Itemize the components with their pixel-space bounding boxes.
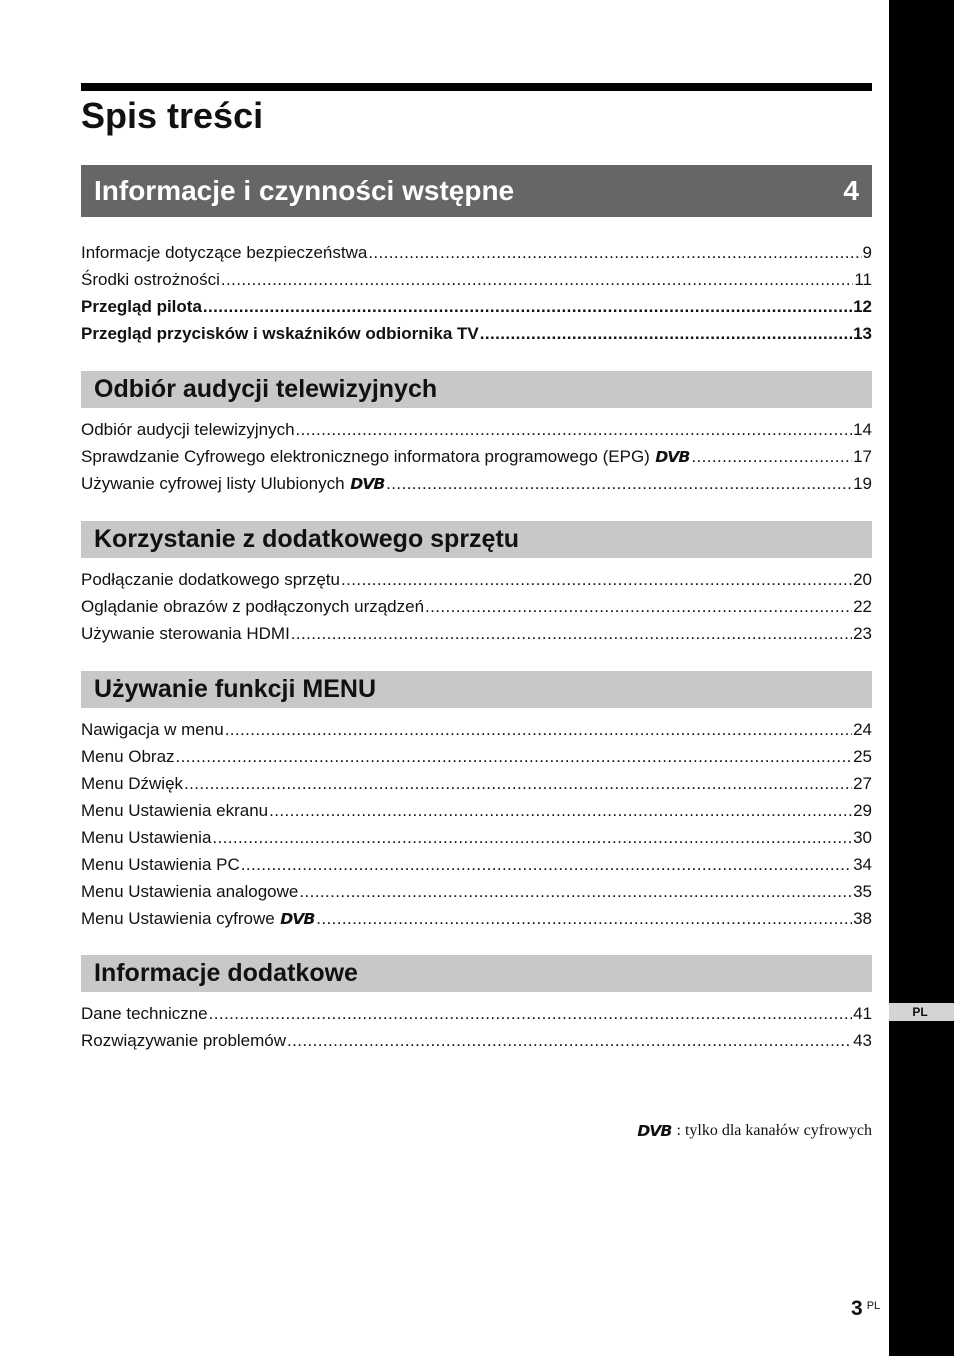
dot-leader [691,446,852,468]
toc-entry-page: 17 [853,447,872,466]
toc-list [81,718,872,934]
toc-list [81,241,872,349]
toc-entry[interactable] [81,718,872,745]
section-heading [81,371,872,408]
toc-entry-label [81,446,690,468]
toc-entry-text: Sprawdzanie Cyfrowego elektronicznego informatora programowego (EPG) [81,447,650,466]
toc-entry-text: Nawigacja w menu [81,720,224,739]
page-number-value: 3 [851,1297,863,1320]
dot-leader [241,854,852,876]
toc-entry-label [81,596,424,618]
toc-entry[interactable] [81,568,872,595]
dot-leader [203,296,852,318]
dvb-icon: DVB [637,1122,672,1140]
toc-entry-label [81,908,315,930]
toc-entry-page: 43 [853,1031,872,1050]
toc-entry-label [81,623,290,645]
toc-entry-label [81,296,202,318]
section-heading [81,165,872,217]
toc-entry-text: Odbiór audycji telewizyjnych [81,420,295,439]
toc-entry-page: 25 [853,747,872,766]
section-title: Informacje i czynności wstępne [94,175,515,206]
toc-entry[interactable] [81,1002,872,1029]
toc-entry-text: Podłączanie dodatkowego sprzętu [81,570,340,589]
toc-entry-text: Menu Obraz [81,747,175,766]
dvb-icon: DVB [349,475,384,493]
toc-list [81,568,872,649]
dot-leader [386,473,852,495]
section-title: Korzystanie z dodatkowego sprzętu [94,525,520,553]
toc-entry-label [81,569,340,591]
dot-leader [299,881,852,903]
toc-entry-label [81,827,211,849]
dot-leader [212,827,852,849]
dot-leader [425,596,852,618]
toc-entry-label [81,881,298,903]
toc-entry-page: 35 [853,882,872,901]
toc-entry-label [81,242,367,264]
toc-entry-page: 19 [853,474,872,493]
toc-entry-page: 9 [862,243,872,262]
dot-leader [291,623,852,645]
toc-entry-text: Menu Dźwięk [81,774,184,793]
toc-entry-label [81,1030,286,1052]
section-page: 4 [843,175,859,206]
toc-entry-page: 22 [853,597,872,616]
dvb-icon: DVB [279,910,315,928]
dot-leader [296,419,853,441]
page-title: Spis treści [81,95,264,136]
toc-entry-page: 30 [853,828,872,847]
toc-entry-page: 13 [853,324,872,343]
dvb-legend-text: : tylko dla kanałów cyfrowych [676,1122,872,1139]
toc-entry[interactable] [81,241,872,268]
toc-entry-text: Informacje dotyczące bezpieczeństwa [81,243,368,262]
toc-entry-text: Środki ostrożności [81,270,220,289]
page-number [851,1297,880,1321]
toc-list [81,418,872,499]
toc-entry[interactable] [81,322,872,349]
toc-entry-text: Menu Ustawienia [81,828,212,847]
dvb-icon: DVB [655,448,690,466]
toc-entry[interactable] [81,472,872,499]
dot-leader [209,1003,852,1025]
dot-leader [341,569,852,591]
toc-entry-page: 29 [853,801,872,820]
toc-entry[interactable] [81,445,872,472]
toc-entry[interactable] [81,772,872,799]
section-heading [81,521,872,558]
toc-entry-label [81,854,240,876]
dot-leader [184,773,852,795]
toc-entry-text: Menu Ustawienia cyfrowe [81,909,275,928]
toc-entry[interactable] [81,799,872,826]
toc-entry[interactable] [81,745,872,772]
toc-entry-label [81,719,224,741]
toc-entry-label [81,419,295,441]
toc-list [81,1002,872,1056]
toc-entry-page: 41 [853,1004,872,1023]
toc-entry-page: 27 [853,774,872,793]
toc-entry[interactable] [81,595,872,622]
toc-entry-text: Menu Ustawienia PC [81,855,240,874]
language-tab: PL [889,1003,954,1021]
page-language: PL [866,1300,881,1312]
dot-leader [287,1030,852,1052]
toc-entry[interactable] [81,907,872,934]
section-heading [81,671,872,708]
dot-leader [176,746,853,768]
toc-entry-page: 20 [853,570,872,589]
section-title: Używanie funkcji MENU [94,675,376,703]
section-title: Informacje dodatkowe [94,959,358,987]
toc-entry[interactable] [81,295,872,322]
toc-entry-page: 24 [853,720,872,739]
toc-entry-label [81,800,268,822]
toc-entry-label [81,269,220,291]
title-rule [81,83,872,91]
toc-entry-page: 12 [853,297,872,316]
toc-entry-text: Używanie sterowania HDMI [81,624,290,643]
toc-entry[interactable] [81,880,872,907]
toc-entry[interactable] [81,1029,872,1056]
toc-entry-text: Rozwiązywanie problemów [81,1031,287,1050]
toc-entry-text: Menu Ustawienia analogowe [81,882,299,901]
toc-entry-page: 23 [853,624,872,643]
toc-entry-label [81,323,479,345]
dot-leader [368,242,861,264]
toc-entry-text: Przegląd przycisków i wskaźników odbiornika TV [81,324,479,343]
dvb-legend [632,1122,872,1140]
dot-leader [221,269,853,291]
toc-entry[interactable] [81,622,872,649]
toc-entry-page: 38 [853,909,872,928]
dot-leader [225,719,852,741]
toc-entry-page: 34 [853,855,872,874]
toc-entry[interactable] [81,826,872,853]
toc-entry-label [81,773,183,795]
toc-entry[interactable] [81,268,872,295]
toc-entry[interactable] [81,853,872,880]
toc-entry[interactable] [81,418,872,445]
toc-entry-text: Oglądanie obrazów z podłączonych urządzeń [81,597,425,616]
side-bar [889,0,954,1356]
toc-entry-label [81,746,175,768]
toc-entry-label [81,473,385,495]
dot-leader [316,908,852,930]
toc-entry-label [81,1003,208,1025]
toc-entry-text: Przegląd pilota [81,297,202,316]
toc-entry-page: 14 [853,420,872,439]
toc-entry-text: Dane techniczne [81,1004,208,1023]
toc-entry-text: Używanie cyfrowej listy Ulubionych [81,474,345,493]
section-heading [81,955,872,992]
toc-entry-text: Menu Ustawienia ekranu [81,801,269,820]
dot-leader [269,800,852,822]
dot-leader [480,323,852,345]
toc-entry-page: 11 [854,270,872,289]
section-title: Odbiór audycji telewizyjnych [94,375,438,403]
